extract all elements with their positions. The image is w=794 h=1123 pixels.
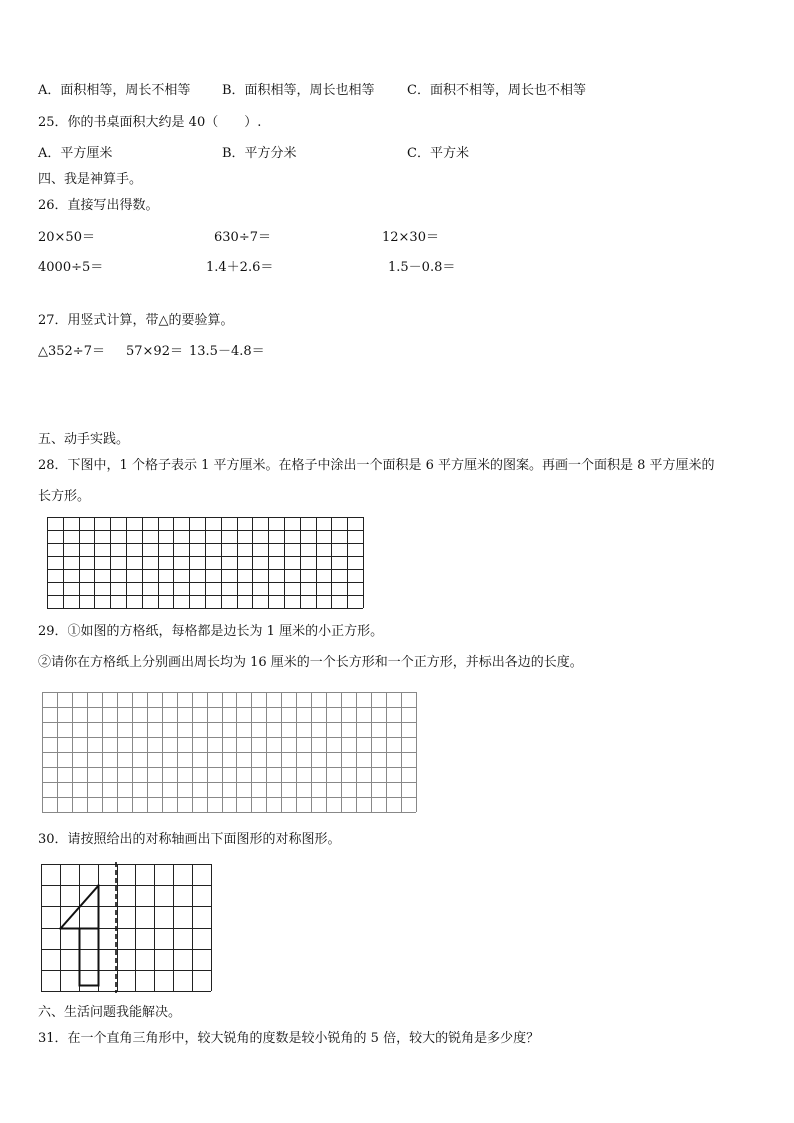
q26-stem: 26．直接写出得数。 (38, 198, 159, 213)
q28-stem-line1: 28．下图中，1 个格子表示 1 平方厘米。在格子中涂出一个面积是 6 平方厘米的图案。再画一个面积是 8 平方厘米的 (38, 458, 715, 473)
q30-stem: 30．请按照给出的对称轴画出下面图形的对称图形。 (38, 832, 341, 847)
q24-option-a: A．面积相等，周长不相等 (38, 83, 191, 98)
q24-option-b: B．面积相等，周长也相等 (222, 83, 375, 98)
q27-item: △352÷7＝ (38, 344, 105, 359)
q28-stem-line2: 长方形。 (38, 489, 91, 504)
section-4-heading: 四、我是神算手。 (38, 172, 143, 187)
section-6-heading: 六、生活问题我能解决。 (38, 1005, 182, 1020)
q31-stem: 31．在一个直角三角形中，较大锐角的度数是较小锐角的 5 倍，较大的锐角是多少度？ (38, 1031, 540, 1046)
q26-item: 630÷7＝ (214, 230, 271, 245)
q29-grid (42, 692, 417, 813)
section-5-heading: 五、动手实践。 (38, 432, 130, 447)
q25-option-a: A．平方厘米 (38, 146, 113, 161)
q25-stem: 25．你的书桌面积大约是 40（ ）. (38, 115, 262, 130)
q29-line1: 29．①如图的方格纸，每格都是边长为 1 厘米的小正方形。 (38, 624, 384, 639)
q25-option-b: B．平方分米 (222, 146, 297, 161)
q29-line2: ②请你在方格纸上分别画出周长均为 16 厘米的一个长方形和一个正方形，并标出各边的长度。 (38, 655, 583, 670)
q30-grid (41, 864, 212, 992)
q26-item: 1.5－0.8＝ (388, 260, 456, 275)
q26-item: 20×50＝ (38, 230, 95, 245)
q26-item: 1.4＋2.6＝ (206, 260, 274, 275)
q27-item: 57×92＝ (126, 344, 183, 359)
q27-stem: 27．用竖式计算，带△的要验算。 (38, 313, 234, 328)
q27-item: 13.5－4.8＝ (189, 344, 265, 359)
q24-option-c: C．面积不相等，周长也不相等 (407, 83, 586, 98)
q28-grid (47, 517, 364, 609)
q26-item: 4000÷5＝ (38, 260, 104, 275)
q26-item: 12×30＝ (382, 230, 439, 245)
q25-option-c: C．平方米 (407, 146, 469, 161)
